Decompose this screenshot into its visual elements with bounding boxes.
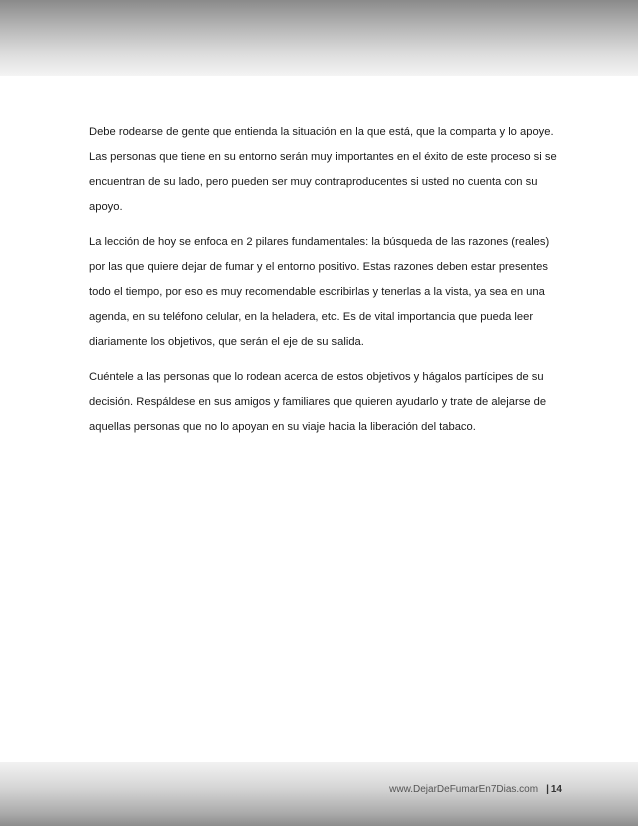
footer-website: www.DejarDeFumarEn7Dias.com	[389, 784, 539, 795]
paragraph-1: Debe rodearse de gente que entienda la situación en la que está, que la comparta y lo apoye. Las personas que tiene en su entorno serán muy importantes en el éxito de este proceso si se encuentran de su lado, pero pueden ser muy contraproducentes si usted no cuenta con su apoyo.	[89, 126, 557, 213]
paragraph-2: La lección de hoy se enfoca en 2 pilares fundamentales: la búsqueda de las razones (reales) por las que quiere dejar de fumar y el entorno positivo. Estas razones deben estar presentes todo el tiempo, por eso es muy recomendable escribirlas y tenerlas a la vista, ya sea en una agenda, en su teléfono celular, en la heladera, etc. Es de vital importancia que pueda leer diariamente los objetivos, que serán el eje de su salida.	[89, 236, 550, 348]
page-footer	[0, 784, 562, 795]
header-band	[0, 0, 638, 76]
body-text	[89, 120, 559, 450]
page-number: 14	[550, 784, 562, 795]
footer-separator: |	[546, 784, 549, 795]
paragraph-3: Cuéntele a las personas que lo rodean acerca de estos objetivos y hágalos partícipes de su decisión. Respáldese en sus amigos y familiares que quieren ayudarlo y trate de alejarse de aquellas personas que no lo apoyan en su viaje hacia la liberación del tabaco.	[89, 371, 547, 433]
